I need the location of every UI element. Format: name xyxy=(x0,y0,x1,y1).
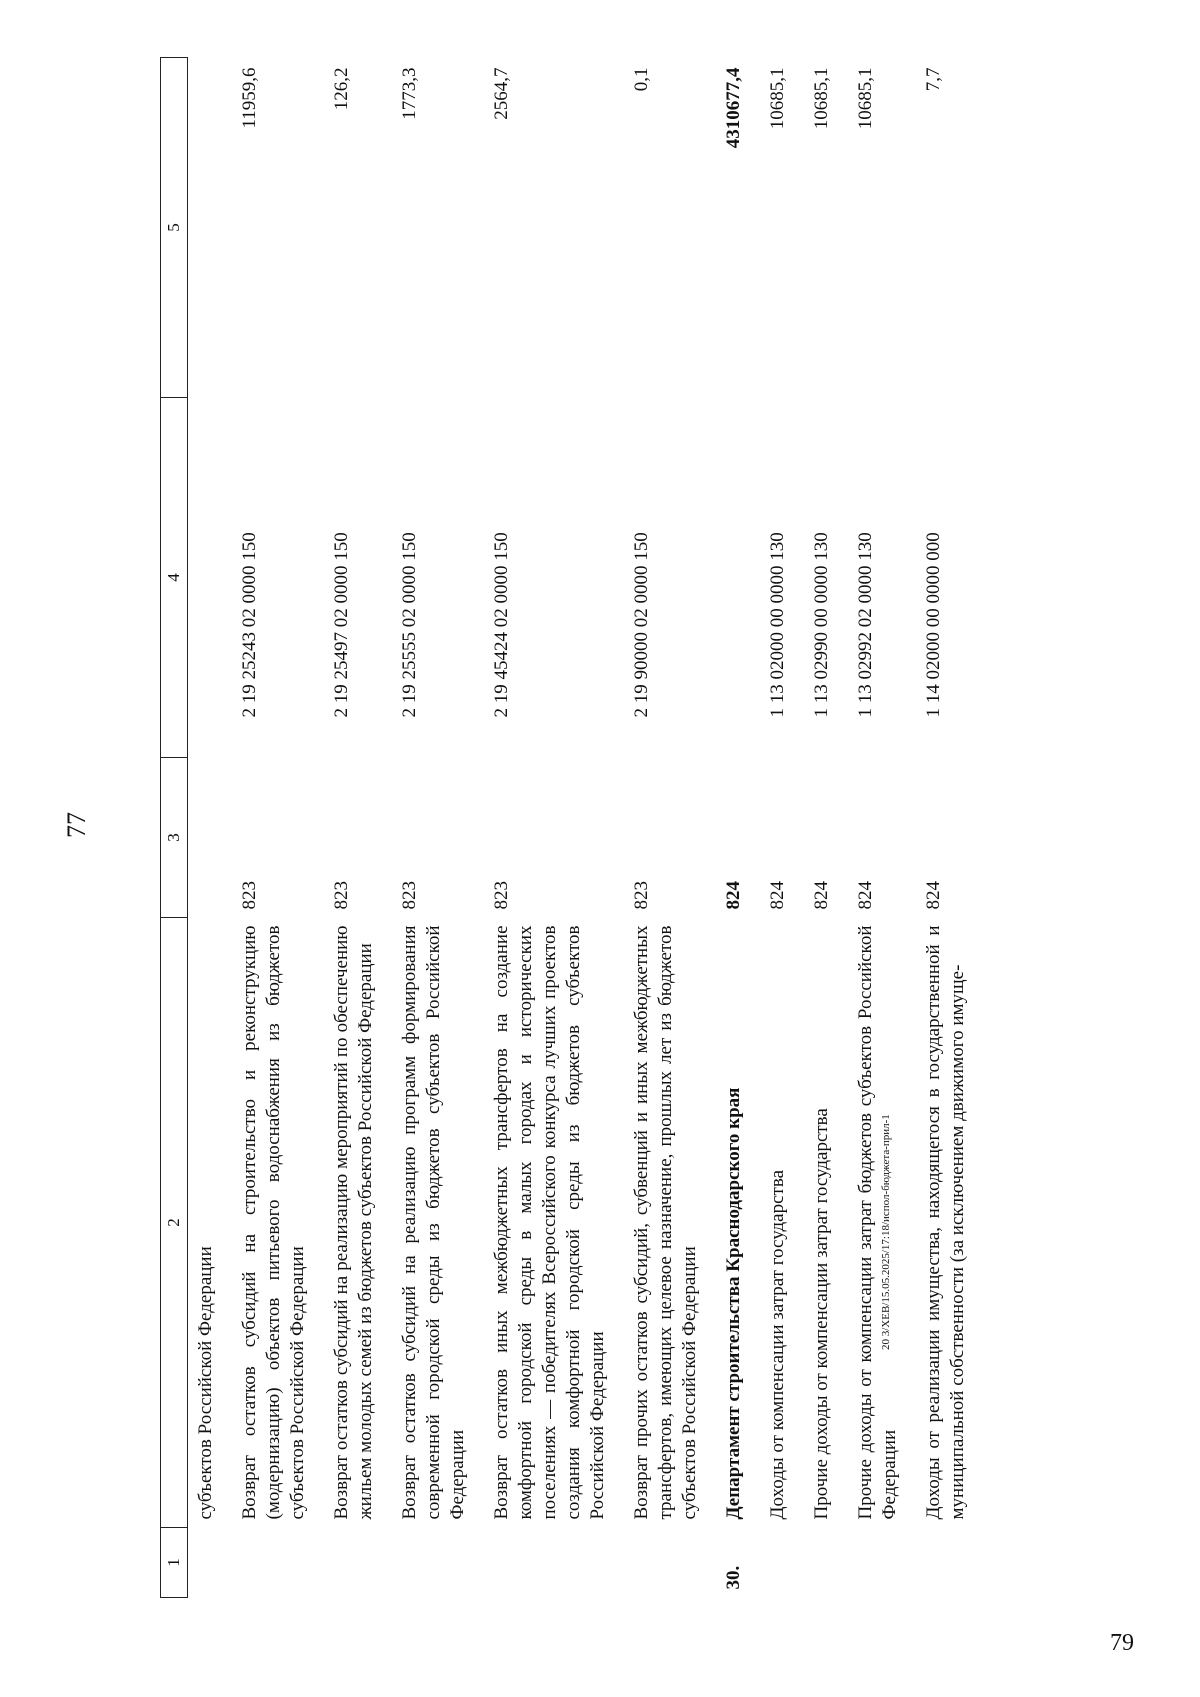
row-amount: 7,7 xyxy=(923,67,944,92)
row-number xyxy=(916,1528,984,1598)
budget-classification-code xyxy=(188,398,233,758)
row-number xyxy=(624,1528,716,1598)
table-row xyxy=(916,58,984,1598)
page-number-top: 77 xyxy=(62,812,91,838)
row-description: Прочие доходы от компенсации затрат государства xyxy=(811,1108,832,1520)
table-row xyxy=(324,58,392,1598)
budget-classification-code: 2 19 25555 02 0000 150 xyxy=(399,532,420,718)
row-description: Возврат остатков иных межбюджетных трансфертов на создание комфортной городской среды в малых городах и исторических поселениях — победителях Всероссийского конкурса лучших проектов создания комфортной городской среды из бюджетов субъектов Российской Федерации xyxy=(491,925,608,1520)
row-amount: 0,1 xyxy=(631,67,652,92)
row-number xyxy=(848,1528,916,1598)
budget-classification-code: 1 13 02990 00 0000 130 xyxy=(811,532,832,718)
admin-code: 824 xyxy=(855,881,876,910)
row-description: Возврат прочих остатков субсидий, субвенций и иных межбюджетных трансфертов, имеющих целевое назначение, прошлых лет из бюджетов субъектов Российской Федерации xyxy=(631,925,700,1520)
row-description: Департамент строительства Краснодарского края xyxy=(723,1087,744,1520)
admin-code: 823 xyxy=(331,881,352,910)
budget-classification-code: 1 14 02000 00 0000 000 xyxy=(923,532,944,718)
row-amount: 126,2 xyxy=(331,67,352,111)
revenue-table xyxy=(160,57,984,1598)
table-row xyxy=(804,58,848,1598)
row-number xyxy=(232,1528,324,1598)
budget-classification-code: 2 19 25497 02 0000 150 xyxy=(331,532,352,718)
budget-classification-code: 2 19 25243 02 0000 150 xyxy=(239,532,260,718)
table-row xyxy=(716,58,760,1598)
budget-classification-code: 2 19 45424 02 0000 150 xyxy=(491,532,512,718)
budget-classification-code: 1 13 02992 02 0000 130 xyxy=(855,532,876,718)
table-row xyxy=(392,58,484,1598)
row-number xyxy=(188,1528,233,1598)
admin-code: 824 xyxy=(923,881,944,910)
row-amount: 10685,1 xyxy=(855,67,876,130)
budget-classification-code: 1 13 02000 00 0000 130 xyxy=(767,532,788,718)
row-description: Возврат остатков субсидий на строительство и реконструкцию (модернизацию) объектов питьевого водоснабжения из бюджетов субъектов Российской Федерации xyxy=(239,925,308,1520)
page-number-bottom: 79 xyxy=(1110,1630,1134,1656)
admin-code xyxy=(188,758,233,918)
row-amount: 10685,1 xyxy=(767,67,788,130)
row-number xyxy=(484,1528,624,1598)
side-note: 20 3/XEB/15.05.2025/17:18/испол-бюджета-прил-1 xyxy=(880,1114,892,1350)
row-amount: 4310677,4 xyxy=(723,67,744,149)
row-number xyxy=(324,1528,392,1598)
admin-code: 824 xyxy=(811,881,832,910)
table-body xyxy=(161,58,985,1598)
row-description: Возврат остатков субсидий на реализацию программ формирования современной городской среды из бюджетов субъектов Российской Федерации xyxy=(399,925,468,1520)
row-number: 30. xyxy=(723,1565,744,1590)
row-amount: 1773,3 xyxy=(399,67,420,120)
row-description: Прочие доходы от компенсации затрат бюджетов субъектов Российской Федерации xyxy=(855,925,900,1520)
budget-classification-code xyxy=(716,398,760,758)
row-description: субъектов Российской Федерации xyxy=(195,1246,216,1520)
column-header: 3 xyxy=(161,758,188,918)
row-amount: 10685,1 xyxy=(811,67,832,130)
admin-code: 823 xyxy=(491,881,512,910)
admin-code: 823 xyxy=(399,881,420,910)
row-description: Возврат остатков субсидий на реализацию мероприятий по обеспечению жильем молодых семей из бюджетов субъектов Российской Федерации xyxy=(331,925,376,1520)
table-row xyxy=(848,58,916,1598)
column-header: 2 xyxy=(161,918,188,1528)
row-number xyxy=(392,1528,484,1598)
table-row xyxy=(624,58,716,1598)
row-description: Доходы от реализации имущества, находящегося в государственной и муниципальной собственности (за исключением движимого имуще- xyxy=(923,925,968,1520)
table-row xyxy=(760,58,804,1598)
admin-code: 824 xyxy=(767,881,788,910)
admin-code: 823 xyxy=(239,881,260,910)
column-header: 5 xyxy=(161,58,188,398)
admin-code: 824 xyxy=(723,881,744,910)
rotated-table-container xyxy=(160,58,1020,1598)
row-description: Доходы от компенсации затрат государства xyxy=(767,1170,788,1520)
column-header: 4 xyxy=(161,398,188,758)
table-row xyxy=(232,58,324,1598)
row-number xyxy=(804,1528,848,1598)
budget-classification-code: 2 19 90000 02 0000 150 xyxy=(631,532,652,718)
column-number-row xyxy=(161,58,188,1598)
row-amount xyxy=(188,58,233,398)
row-amount: 11959,6 xyxy=(239,67,260,129)
column-header: 1 xyxy=(161,1528,188,1598)
table-row xyxy=(188,58,233,1598)
row-number xyxy=(760,1528,804,1598)
table-row xyxy=(484,58,624,1598)
row-amount: 2564,7 xyxy=(491,67,512,120)
admin-code: 823 xyxy=(631,881,652,910)
